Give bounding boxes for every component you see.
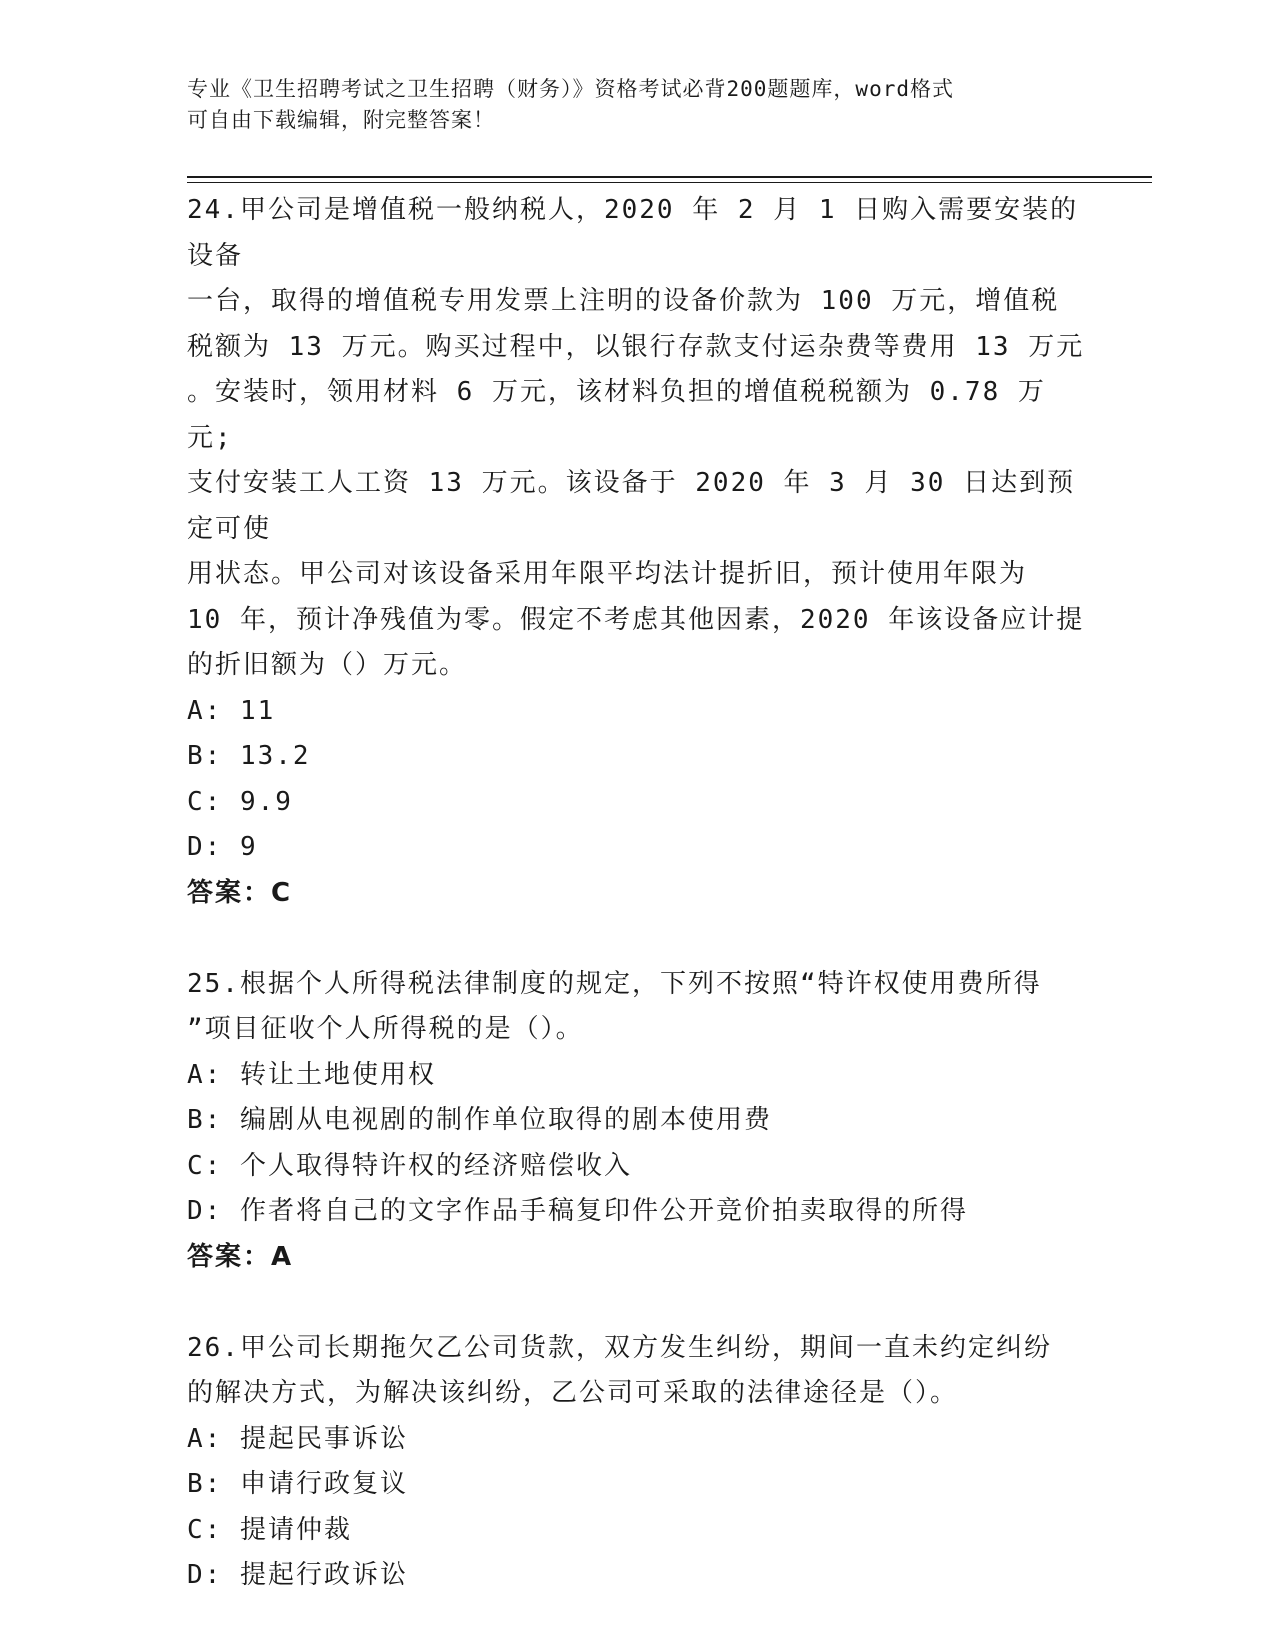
stem-line: 用状态。甲公司对该设备采用年限平均法计提折旧，预计使用年限为	[187, 559, 1028, 589]
header-rule-thin	[187, 182, 1152, 183]
option-d: D: 9	[187, 832, 258, 862]
stem-line: 一台，取得的增值税专用发票上注明的设备价款为 100 万元，增值税	[187, 286, 1060, 316]
question-number: 26.	[187, 1332, 240, 1363]
option-a: A: 转让土地使用权	[187, 1059, 436, 1090]
answer: 答案：A	[187, 1241, 294, 1272]
question-stem	[187, 1326, 1087, 1372]
option-b: B: 申请行政复议	[187, 1469, 408, 1499]
question-number: 24.	[187, 195, 240, 225]
stem-line: 的解决方式，为解决该纠纷，乙公司可采取的法律途径是（）。	[187, 1378, 959, 1408]
question-list	[187, 188, 1087, 1599]
stem-line: 税额为 13 万元。购买过程中，以银行存款支付运杂费等费用 13 万元	[187, 331, 1085, 362]
stem-line: 根据个人所得税法律制度的规定，下列不按照“特许权使用费所得	[239, 968, 1042, 999]
question-spacer	[187, 1280, 1087, 1326]
question-25	[187, 962, 1087, 1281]
option-b: B: 13.2	[187, 741, 311, 771]
stem-line: 的折旧额为（）万元。	[187, 650, 468, 680]
stem-line: 支付安装工人工资 13 万元。该设备于 2020 年 3 月 30 日达到预定可使	[187, 468, 1076, 544]
question-number: 25.	[187, 968, 240, 999]
question-24	[187, 188, 1087, 916]
option-b: B: 编剧从电视剧的制作单位取得的剧本使用费	[187, 1105, 772, 1135]
option-c: C: 个人取得特许权的经济赔偿收入	[187, 1150, 632, 1181]
option-c: C: 提请仲裁	[187, 1514, 352, 1545]
question-26	[187, 1326, 1087, 1599]
header-line-1: 专业《卫生招聘考试之卫生招聘（财务）》资格考试必背200题题库，word格式	[187, 77, 954, 101]
stem-line: 甲公司是增值税一般纳税人，2020 年 2 月 1 日购入需要安装的设备	[187, 195, 1079, 271]
stem-line: 10 年，预计净残值为零。假定不考虑其他因素，2020 年该设备应计提	[187, 604, 1085, 635]
stem-line: ”项目征收个人所得税的是（）。	[187, 1014, 584, 1044]
stem-line: 甲公司长期拖欠乙公司货款，双方发生纠纷，期间一直未约定纠纷	[239, 1332, 1052, 1363]
stem-line: 。安装时，领用材料 6 万元，该材料负担的增值税税额为 0.78 万元;	[187, 377, 1046, 453]
option-a: A: 11	[187, 695, 276, 726]
header-line-2: 可自由下载编辑，附完整答案！	[187, 108, 495, 132]
question-spacer	[187, 916, 1087, 962]
question-stem	[187, 188, 1087, 279]
option-d: D: 提起行政诉讼	[187, 1560, 408, 1590]
option-d: D: 作者将自己的文字作品手稿复印件公开竞价拍卖取得的所得	[187, 1196, 968, 1226]
question-stem	[187, 962, 1087, 1008]
option-c: C: 9.9	[187, 786, 293, 817]
header-rule-thick	[187, 176, 1152, 178]
answer: 答案：C	[187, 877, 293, 908]
document-header	[187, 74, 1067, 136]
option-a: A: 提起民事诉讼	[187, 1423, 408, 1454]
